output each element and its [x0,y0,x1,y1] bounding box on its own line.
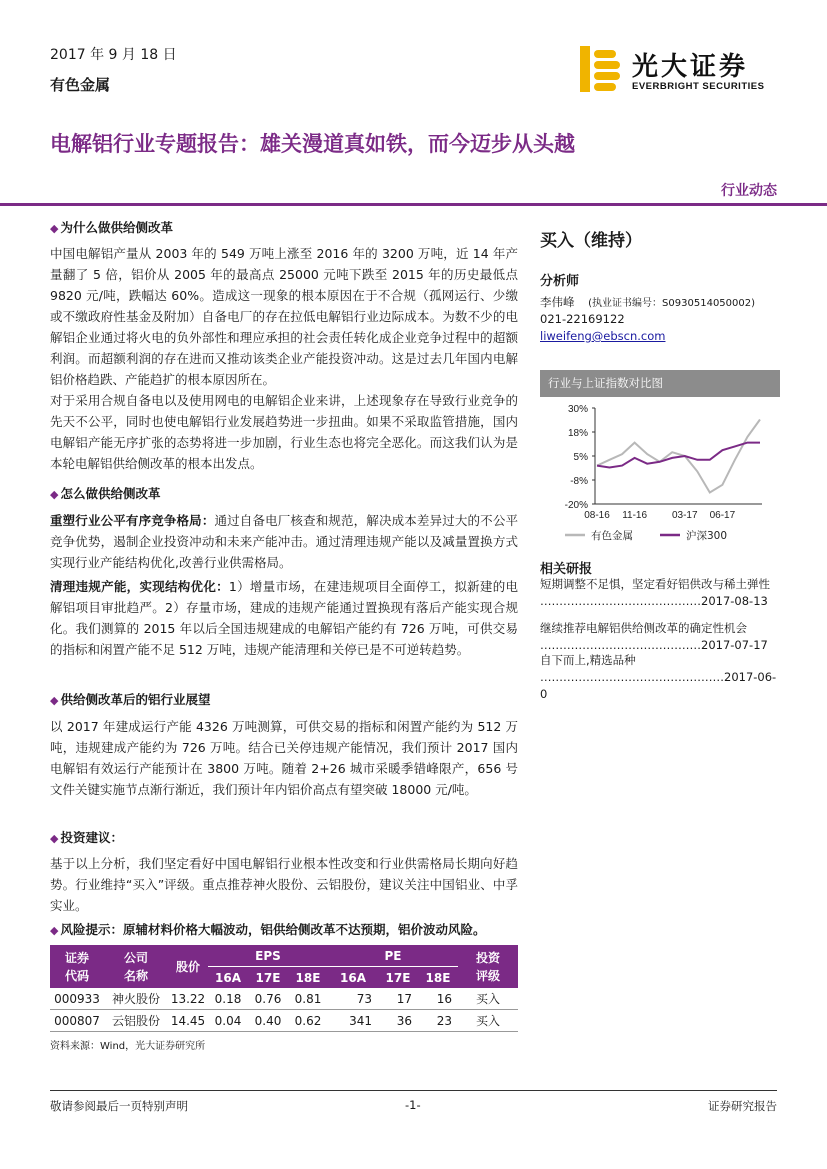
year-head: 16A [328,967,378,989]
analyst-phone: 021-22169122 [540,312,625,326]
year-head: 18E [288,967,328,989]
col-head-name: 公司 名称 [104,945,168,988]
analyst-license: (执业证书编号：S0930514050002) [588,298,756,309]
cell-eps: 0.40 [254,1013,282,1028]
cell-eps: 0.18 [214,991,242,1006]
cell-price: 14.45 [170,1013,206,1028]
cell-eps: 0.62 [294,1013,322,1028]
table-row [50,988,518,1010]
table-source: 资料来源：Wind，光大证券研究所 [50,1041,206,1052]
logo-text-en: EVERBRIGHT SECURITIES [632,81,765,92]
related-report[interactable]: 短期调整不足惧，坚定看好铝供改与稀土弹性 ……………………………………2017-08-13 [540,577,770,608]
report-title: 电解铝行业专题报告：雄关漫道真如铁，而今迈步从头越 [50,132,575,156]
cell-eps: 0.81 [294,991,322,1006]
section-heading: ◆ 供给侧改革后的铝行业展望 [50,692,211,707]
footer-divider [50,1090,777,1091]
x-tick-label: 06-17 [709,510,736,521]
x-tick-label: 08-16 [584,510,610,521]
col-head-price: 股价 [168,945,208,988]
year-head: 18E [418,967,458,989]
legend-label: 有色金属 [591,530,633,542]
footer-disclaimer: 敬请参阅最后一页特别声明 [50,1099,188,1113]
body-paragraph: 以 2017 年建成运行产能 4326 万吨测算，可供交易的指标和闲置产能约为 512 万吨，违规建成产能约为 726 万吨。结合已关停违规产能情况，我们预计 2017 国内电解铝有效运行产能预计在 3800 万吨。随着 2+26 城市采暖季错峰限产，656 号文件关键实施节点渐行渐近，我们预计年内铝价高点有望突破 18000 元/吨。 [50,719,518,797]
related-report[interactable]: 继续推荐电解铝供给侧改革的确定性机会 ……………………………………2017-07-17 [540,621,768,652]
cell-pe: 36 [396,1013,412,1028]
y-tick-label: 18% [567,428,588,439]
y-tick-label: 5% [573,452,588,463]
cell-pe: 73 [356,991,372,1006]
report-date: 2017 年 9 月 18 日 [50,47,177,63]
logo-text-cn: 光大证券 [632,52,749,82]
footer-label: 证券研究报告 [708,1099,777,1113]
y-tick-label: 30% [567,404,588,415]
year-head: 16A [208,967,248,989]
col-head-eps: EPS [208,945,328,967]
related-heading: 相关研报 [540,562,593,577]
col-head-pe: PE [328,945,458,967]
cell-code: 000933 [54,991,100,1006]
chart-title: 行业与上证指数对比图 [540,370,780,397]
body-paragraph: 对于采用合规自备电以及使用网电的电解铝企业来讲，上述现象存在导致行业竞争的先天不公平，同时也使电解铝行业发展趋势进一步扭曲。如果不采取监管措施，国内电解铝产能无序扩张的态势将进一步加剧，行业生态也将完全恶化。而这我们认为是本轮电解铝供给侧改革的根本出发点。 [50,393,518,471]
y-tick-label: -8% [570,476,588,487]
cell-pe: 341 [349,1013,372,1028]
cell-eps: 0.76 [254,991,282,1006]
cell-name: 神火股份 [111,992,160,1006]
cell-pe: 23 [436,1013,452,1028]
col-head-rating: 投资 评级 [458,945,518,988]
x-tick-label: 11-16 [622,510,648,521]
year-head: 17E [378,967,418,989]
legend-label: 沪深300 [686,530,728,542]
body-paragraph: 中国电解铝产量从 2003 年的 549 万吨上涨至 2016 年的 3200 万吨，近 14 年产量翻了 5 倍，铝价从 2005 年的最高点 25000 元吨下跌至 2015 年的历史最低点 9820 元/吨，跌幅达 60%。造成这一现象的根本原因在于不合规（孤网运行、少缴或不缴政府性基金及附加）自备电厂的存在拉低电解铝行业边际成本。为数不少的电解铝企业通过将火电的负外部性和理应承担的社会责任转化成企业竞争过程中的超额利润。而超额利润的存在进而又推动该类企业产能投资冲动。这是过去几年国内电解铝价格趋跌、产能趋扩的根本原因所在。 [50,246,518,387]
cell-rating: 买入 [475,1014,500,1028]
cell-name: 云铝股份 [111,1014,160,1028]
cell-price: 13.22 [170,991,206,1006]
paragraph-lead: 重塑行业公平有序竞争格局： [50,513,215,528]
page-number: -1- [405,1098,421,1112]
analyst-info [540,294,780,312]
header-divider [0,203,827,206]
x-tick-label: 03-17 [671,510,698,521]
sector-label: 有色金属 [50,76,111,94]
body-paragraph: 基于以上分析，我们坚定看好中国电解铝行业根本性改变和行业供需格局长期向好趋势。行业维持“买入”评级。重点推荐神火股份、云铝股份，建议关注中国铝业、中孚实业。 [50,856,518,913]
valuation-table [50,945,518,1032]
cell-pe: 17 [396,991,412,1006]
analyst-heading: 分析师 [540,274,580,289]
everbright-logo [580,46,780,94]
table-row [50,1010,518,1032]
investment-rating: 买入（维持） [540,231,642,251]
body-paragraph: 重塑行业公平有序竞争格局：通过自备电厂核查和规范，解决成本差异过大的不公平竞争优势，遏制企业投资冲动和未来产能冲击。通过清理违规产能以及减量置换方式实现行业产能结构优化,改善行业供需格局。 [50,513,518,570]
risk-warning: ◆ 风险提示：原辅材料价格大幅波动，铝供给侧改革不达预期，铝价波动风险。 [50,922,486,937]
section-heading: ◆ 怎么做供给侧改革 [50,486,161,501]
y-tick-label: -20% [564,500,588,511]
cell-pe: 16 [436,991,452,1006]
section-heading: ◆ 为什么做供给侧改革 [50,220,173,235]
year-head: 17E [248,967,288,989]
report-type: 行业动态 [721,183,777,199]
paragraph-lead: 清理违规产能，实现结构优化： [50,579,229,594]
comparison-chart [540,398,780,548]
related-report[interactable]: 自下而上,精选品种 …………………………………………2017-06-0 [540,653,777,701]
body-paragraph: 清理违规产能，实现结构优化：1）增量市场，在建违规项目全面停工，拟新建的电解铝项目审批趋严。2）存量市场，建成的违规产能通过置换现有落后产能实现合规化。我们测算的 2015 年以后全国违规建成的电解铝产能约有 726 万吨，可供交易的指标和闲置产能不足 512 万吨，违规产能清理和关停已是不可逆转趋势。 [50,579,518,657]
cell-rating: 买入 [475,992,500,1006]
section-heading: ◆ 投资建议： [50,830,123,845]
analyst-email[interactable]: liweifeng@ebscn.com [540,329,666,343]
cell-eps: 0.04 [214,1013,242,1028]
col-head-code: 证券 代码 [50,945,104,988]
logo-mark-icon [580,46,624,92]
cell-code: 000807 [54,1013,100,1028]
analyst-name: 李伟峰 [540,295,575,309]
